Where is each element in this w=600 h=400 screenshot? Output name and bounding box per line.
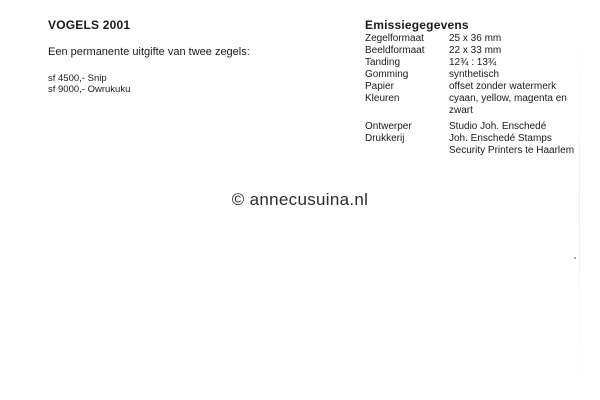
emission-details-title: Emissiegegevens: [365, 18, 469, 32]
spec-row-colors: [365, 93, 595, 117]
spec-value: offset zonder watermerk: [449, 81, 557, 92]
stamp-item-2: sf 9000,- Owrukuku: [48, 84, 131, 95]
spec-label: Drukkerij: [365, 133, 405, 144]
issue-description: Een permanente uitgifte van twee zegels:: [48, 46, 250, 58]
spec-value: 25 x 36 mm: [449, 33, 502, 44]
spec-value-line: zwart: [449, 105, 473, 116]
spec-row-image-size: [365, 45, 595, 57]
spec-label: Beeldformaat: [365, 45, 425, 56]
spec-row-perforation: [365, 57, 595, 69]
spec-value-line: cyaan, yellow, magenta en: [449, 93, 567, 104]
copyright-watermark: © annecusuina.nl: [231, 190, 369, 209]
spec-label: Ontwerper: [365, 121, 412, 132]
spec-value: [449, 133, 595, 157]
stamp-item-1: sf 4500,- Snip: [48, 73, 107, 84]
spec-row-stamp-size: [365, 33, 595, 45]
spec-row-designer: [365, 121, 595, 133]
spec-value: Studio Joh. Enschedé: [449, 121, 547, 132]
emission-details: [365, 18, 595, 157]
spec-value: 12¾ : 13¾: [449, 57, 497, 68]
spec-value: [449, 93, 595, 117]
spec-label: Gomming: [365, 69, 409, 80]
spec-row-printer: [365, 133, 595, 157]
spec-row-gum: [365, 69, 595, 81]
spec-label: Tanding: [365, 57, 401, 68]
issue-title: VOGELS 2001: [48, 18, 131, 32]
paper-speck: [574, 257, 576, 259]
spec-label: Zegelformaat: [365, 33, 424, 44]
spec-label: Papier: [365, 81, 394, 92]
paper-edge-shadow: [579, 40, 580, 380]
spec-value-line: Joh. Enschedé Stamps: [449, 133, 552, 144]
spec-row-paper: [365, 81, 595, 93]
spec-label: Kleuren: [365, 93, 400, 104]
issue-info: [48, 18, 348, 95]
spec-value: 22 x 33 mm: [449, 45, 502, 56]
spec-value: synthetisch: [449, 69, 500, 80]
spec-value-line: Security Printers te Haarlem: [449, 145, 575, 156]
